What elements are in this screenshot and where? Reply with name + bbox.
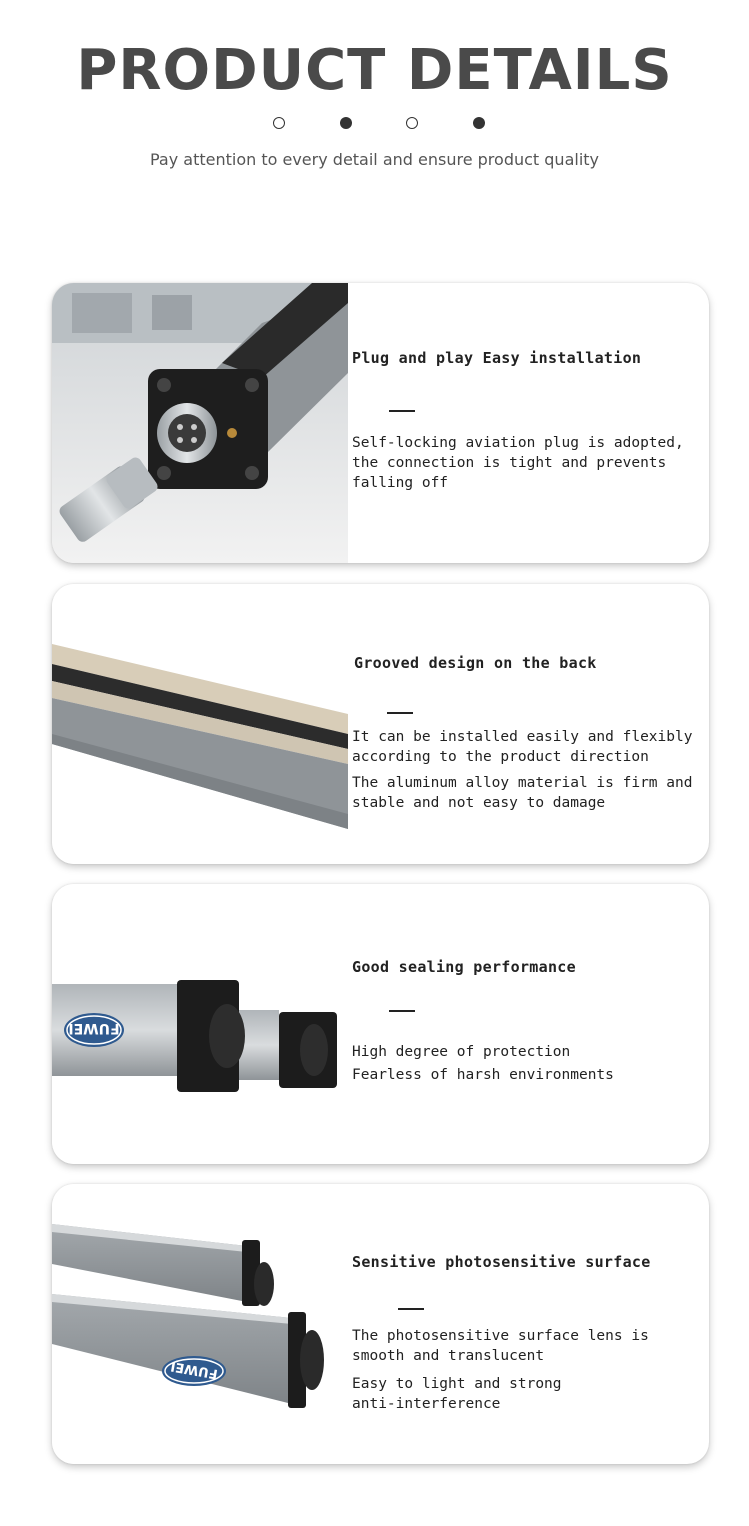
heading-divider bbox=[398, 1308, 424, 1310]
dot-icon bbox=[273, 117, 285, 129]
feature-heading: Plug and play Easy installation bbox=[352, 349, 642, 367]
product-image-sealing bbox=[52, 884, 348, 1164]
dot-icon bbox=[473, 117, 485, 129]
page-header bbox=[0, 0, 749, 240]
heading-divider bbox=[387, 712, 413, 714]
feature-heading: Good sealing performance bbox=[352, 958, 576, 976]
feature-description: It can be installed easily and flexibly according to the product direction bbox=[352, 729, 693, 765]
feature-heading: Grooved design on the back bbox=[354, 654, 597, 672]
feature-description: The photosensitive surface lens is smooth and translucent bbox=[352, 1328, 649, 1364]
feature-description: Self-locking aviation plug is adopted, the connection is tight and prevents falling off bbox=[352, 435, 684, 491]
feature-text bbox=[352, 584, 702, 864]
product-image-plug bbox=[52, 283, 348, 563]
photosensitive-surface-illustration bbox=[52, 1184, 348, 1464]
page-title: PRODUCT DETAILS bbox=[76, 38, 673, 103]
dot-icon bbox=[406, 117, 418, 129]
page-subtitle: Pay attention to every detail and ensure product quality bbox=[149, 150, 599, 169]
feature-description: Fearless of harsh environments bbox=[352, 1067, 614, 1083]
grooved-profile-illustration bbox=[52, 584, 348, 864]
feature-description: The aluminum alloy material is firm and stable and not easy to damage bbox=[352, 775, 693, 811]
feature-card-sealing bbox=[52, 884, 709, 1164]
heading-divider bbox=[389, 1010, 415, 1012]
sealed-endcap-illustration bbox=[52, 884, 348, 1164]
feature-heading: Sensitive photosensitive surface bbox=[352, 1253, 651, 1271]
dot-icon bbox=[340, 117, 352, 129]
feature-text bbox=[352, 884, 702, 1164]
feature-description: High degree of protection bbox=[352, 1044, 571, 1060]
feature-text bbox=[352, 1184, 702, 1464]
feature-text bbox=[352, 283, 702, 563]
feature-card-photosensitive bbox=[52, 1184, 709, 1464]
brand-badge-text: FUWEI bbox=[169, 1358, 219, 1382]
feature-card-groove bbox=[52, 584, 709, 864]
aviation-plug-illustration bbox=[52, 283, 348, 563]
product-image-photosensitive bbox=[52, 1184, 348, 1464]
product-image-groove bbox=[52, 584, 348, 864]
feature-card-plug bbox=[52, 283, 709, 563]
heading-divider bbox=[389, 410, 415, 412]
feature-description: Easy to light and strong anti-interference bbox=[352, 1376, 562, 1412]
decorative-dots bbox=[0, 116, 749, 130]
brand-badge-text: FUWEI bbox=[68, 1020, 120, 1036]
